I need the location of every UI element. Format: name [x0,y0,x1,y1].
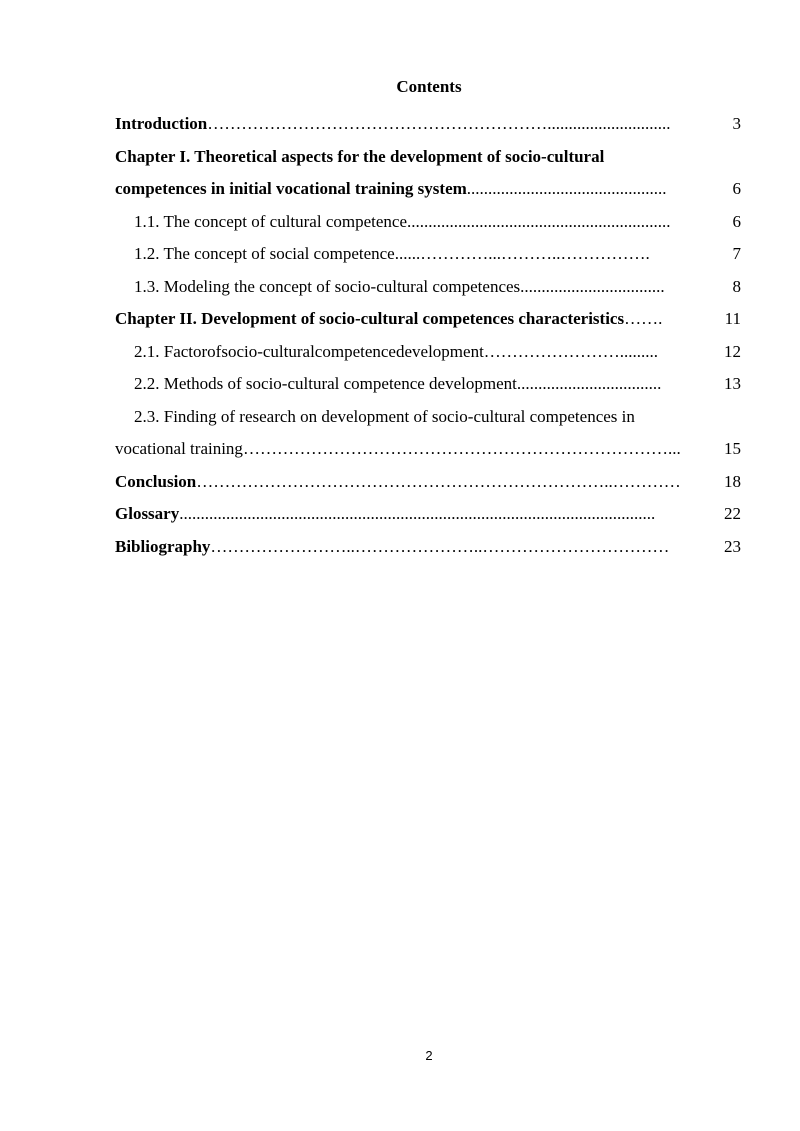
toc-leader-dots: ……………………………………………………............................. [207,114,671,133]
toc-page-number: 15 [724,439,741,458]
toc-leader-dots: ……. [624,309,663,328]
toc-entry-section-1-1[interactable] [115,206,741,239]
toc-entry-label: 2.2. Methods of socio-cultural competence development [134,374,517,393]
toc-page-number: 22 [724,504,741,523]
toc-entry-label: Conclusion [115,471,197,491]
toc-page-number: 18 [724,471,741,491]
toc-entry-chapter2[interactable] [115,303,741,336]
toc-entry-label: Bibliography [115,536,211,556]
toc-entry-label: 1.3. Modeling the concept of socio-cultural competences [134,276,521,296]
toc-entry-section-2-1[interactable] [115,336,741,369]
toc-entry-label: 1.2. The concept of social competence [134,244,395,263]
toc-entry-label: 1.1. The concept of cultural competence [134,211,407,231]
toc-leader-dots: ……………………......... [483,341,659,361]
toc-entry-section-1-3[interactable] [115,271,741,304]
toc-entry-section-2-3-line1[interactable]: 2.3. Finding of research on development of socio-cultural competences in [134,406,635,426]
toc-entry-section-2-3[interactable] [115,433,741,466]
toc-page-number: 13 [724,374,741,393]
table-of-contents [115,108,741,563]
toc-page-number: 3 [732,114,741,133]
toc-entry-introduction[interactable] [115,108,741,141]
toc-leader-dots: .................................. [516,374,662,393]
toc-entry-conclusion[interactable] [115,466,741,499]
toc-entry-label: 2.1. Factorofsocio-culturalcompetencedevelopment [134,341,484,361]
toc-entry-label: competences in initial vocational training system [115,179,467,198]
toc-leader-dots: ................................................................................................................ [179,504,656,523]
toc-entry-label: Chapter II. Development of socio-cultural competences characteristics [115,309,625,328]
toc-leader-dots: ......…………...………..……………. [394,244,650,263]
toc-page-number: 8 [732,276,741,296]
toc-leader-dots: ............................................... [466,179,667,198]
toc-page-number: 12 [724,341,741,361]
toc-leader-dots: …………………………………………………………………... [242,439,681,458]
contents-heading: Contents [396,77,462,96]
page-number: 2 [425,1048,433,1063]
toc-leader-dots: .............................................................. [407,211,671,231]
toc-entry-section-1-2[interactable] [115,238,741,271]
toc-entry-label: Glossary [115,504,180,523]
toc-page-number: 23 [724,536,741,556]
toc-entry-label: Introduction [115,114,208,133]
toc-entry-glossary[interactable] [115,498,741,531]
toc-leader-dots: ………………………………………………………………..………… [196,471,681,491]
toc-page-number: 6 [732,211,741,231]
toc-page-number: 11 [724,309,741,328]
toc-entry-chapter1-line1[interactable]: Chapter I. Theoretical aspects for the development of socio-cultural [115,146,605,166]
toc-entry-chapter1[interactable] [115,173,741,206]
toc-page-number: 7 [732,244,741,263]
toc-entry-section-2-2[interactable] [115,368,741,401]
toc-leader-dots: .................................. [520,276,665,296]
toc-page-number: 6 [732,179,741,198]
toc-leader-dots: ……………………..…………………..…………………………… [210,536,670,556]
toc-entry-bibliography[interactable] [115,531,741,564]
toc-entry-label: vocational training [115,439,243,458]
